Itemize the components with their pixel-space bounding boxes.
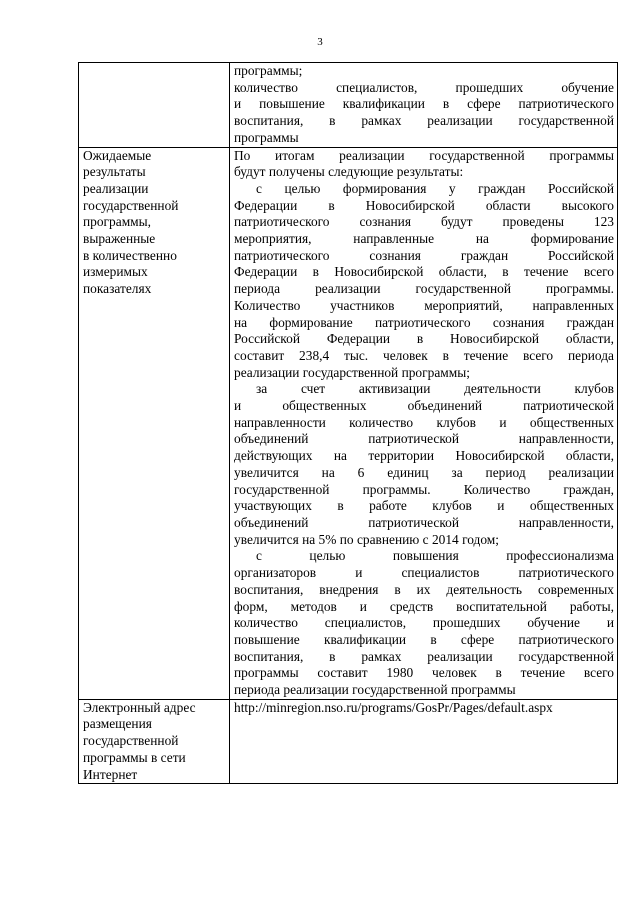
- row-label-cell: [79, 63, 230, 148]
- value-line: воспитания, в рамках реализации государственной: [234, 113, 614, 129]
- value-line: с целью формирования у граждан Российской: [256, 180, 614, 196]
- value-line: объединений патриотической направленности,: [234, 431, 614, 447]
- row-label-cell: [79, 147, 230, 699]
- label-line: реализации: [83, 180, 149, 196]
- value-line: организаторов и специалистов патриотического: [234, 565, 614, 581]
- value-line: По итогам реализации государственной программы: [234, 147, 614, 163]
- label-line: измеримых: [83, 264, 148, 280]
- value-line: мероприятия, направленные на формирование: [234, 231, 614, 247]
- label-line: показателях: [83, 281, 152, 297]
- value-line: государственной программы. Количество граждан,: [234, 481, 614, 497]
- value-line: на формирование патриотического сознания граждан: [234, 314, 614, 330]
- label-line: Интернет: [83, 766, 138, 782]
- row-label-cell: [79, 699, 230, 784]
- row-value-cell: [230, 63, 618, 148]
- value-line: будут получены следующие результаты:: [234, 164, 464, 180]
- label-line: Ожидаемые: [83, 147, 152, 163]
- label-line: выраженные: [83, 231, 156, 247]
- value-line: воспитания, внедрения в их деятельность современных: [234, 581, 614, 597]
- value-line: Российской Федерации в Новосибирской области,: [234, 331, 614, 347]
- value-line: объединений патриотической направленности,: [234, 514, 614, 530]
- label-line: размещения: [83, 716, 152, 732]
- label-line: результаты: [83, 164, 146, 180]
- row-value-cell: [230, 699, 618, 784]
- program-passport-table: [78, 62, 618, 784]
- continuation-row: [79, 63, 618, 148]
- value-line: программы: [234, 129, 299, 145]
- page-number: 3: [317, 36, 323, 48]
- value-line: периода реализации государственной программы.: [234, 281, 614, 297]
- value-line: и общественных объединений патриотической: [234, 398, 614, 414]
- value-line: и повышение квалификации в сфере патриотического: [234, 96, 614, 112]
- label-line: в количественно: [83, 247, 177, 263]
- value-line: с целью повышения профессионализма: [256, 548, 614, 564]
- expected-results-row: [79, 147, 618, 699]
- value-line: количество специалистов, прошедших обучение и: [234, 615, 614, 631]
- value-line: действующих на территории Новосибирской области,: [234, 448, 614, 464]
- value-line: количество специалистов, прошедших обучение: [234, 79, 614, 95]
- label-line: программы,: [83, 214, 151, 230]
- label-line: Электронный адрес: [83, 699, 196, 715]
- internet-address-row: [79, 699, 618, 784]
- label-line: программы в сети: [83, 749, 186, 765]
- label-line: государственной: [83, 197, 179, 213]
- value-line: программы;: [234, 63, 303, 78]
- value-line: участвующих в работе клубов и общественных: [234, 498, 614, 514]
- value-line: периода реализации государственной программы: [234, 682, 516, 698]
- value-line: за счет активизации деятельности клубов: [256, 381, 614, 397]
- row-value-cell: [230, 147, 618, 699]
- value-line: повышение квалификации в сфере патриотического: [234, 631, 614, 647]
- value-line: направленности количество клубов и общественных: [234, 414, 614, 430]
- value-line: Количество участников мероприятий, направленных: [234, 297, 614, 313]
- value-line: программы составит 1980 человек в течение всего: [234, 665, 614, 681]
- value-line: Федерации в Новосибирской области высокого: [234, 197, 614, 213]
- value-line: патриотического сознания будут проведены 123: [234, 214, 614, 230]
- value-line: увеличится на 5% по сравнению с 2014 годом;: [234, 531, 499, 547]
- value-line: патриотического сознания граждан Российской: [234, 247, 614, 263]
- value-line: Федерации в Новосибирской области, в течение всего: [234, 264, 614, 280]
- value-line: реализации государственной программы;: [234, 364, 470, 380]
- value-line: форм, методов и средств воспитательной работы,: [234, 598, 614, 614]
- value-line: составит 238,4 тыс. человек в течение всего периода: [234, 347, 614, 363]
- value-line: http://minregion.nso.ru/programs/GosPr/Pages/default.aspx: [234, 699, 553, 715]
- value-line: воспитания, в рамках реализации государственной: [234, 648, 614, 664]
- label-line: государственной: [83, 733, 179, 749]
- value-line: увеличится на 6 единиц за период реализации: [234, 464, 614, 480]
